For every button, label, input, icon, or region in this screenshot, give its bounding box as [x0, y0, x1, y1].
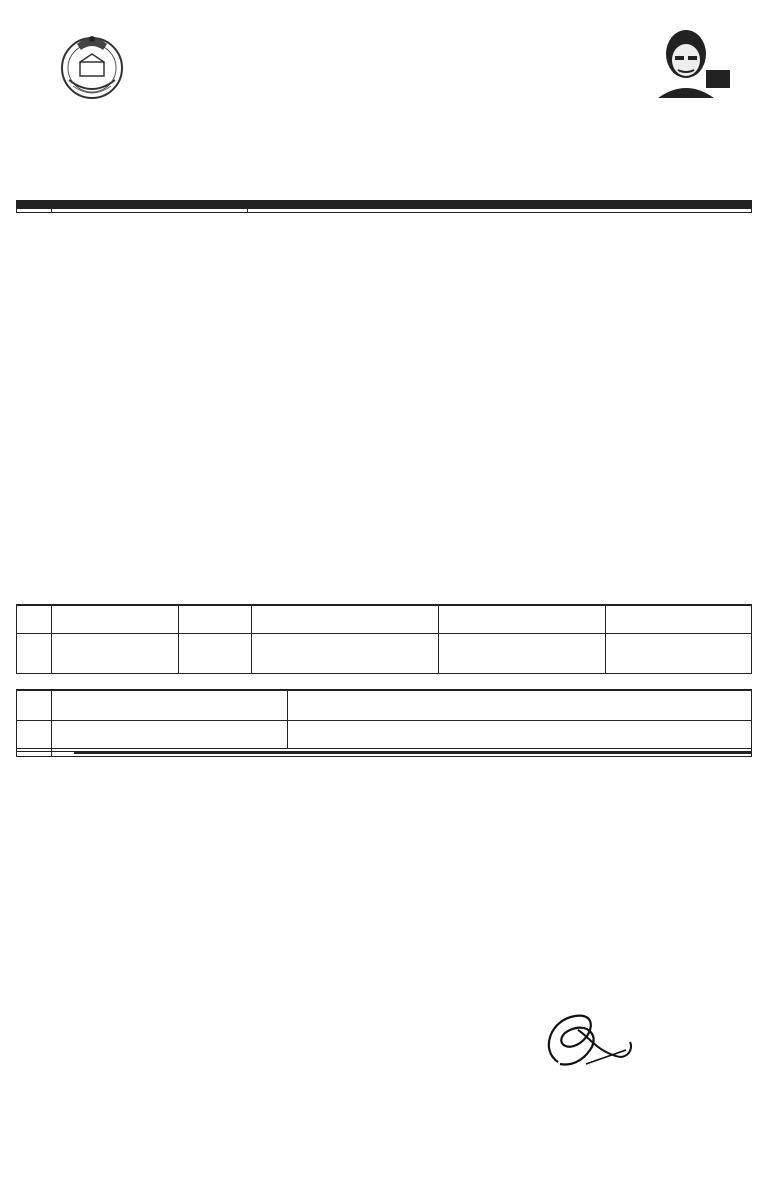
- contact-details-value: [288, 721, 752, 749]
- goods-item-name: [52, 634, 179, 674]
- goods-table: [16, 604, 752, 674]
- goods-header-quantity: [179, 606, 252, 634]
- goods-header-name: [52, 606, 179, 634]
- goods-header-completion: [606, 606, 752, 634]
- bangladesh-police-emblem-icon: [55, 28, 129, 102]
- row-number: [17, 691, 52, 721]
- handwritten-signature-icon: [530, 1010, 690, 1070]
- official-address-value: [288, 691, 752, 721]
- goods-header-item-no: [17, 606, 52, 634]
- goods-item-price: [252, 634, 439, 674]
- row-number: [17, 209, 52, 213]
- procuring-entity-table: [16, 689, 752, 757]
- mujib-100-logo-icon: [648, 20, 758, 100]
- row-label: [52, 721, 288, 749]
- row-number: [17, 721, 52, 749]
- row-label: [52, 691, 288, 721]
- goods-item-security: [439, 634, 606, 674]
- special-instructions-list: [74, 752, 751, 754]
- row-label: [52, 209, 248, 213]
- goods-header-price: [252, 606, 439, 634]
- goods-header-security: [439, 606, 606, 634]
- row-number: [17, 752, 52, 757]
- goods-item-no: [17, 634, 52, 674]
- eligibility-value: [248, 209, 752, 213]
- special-instructions-cell: [52, 752, 752, 757]
- tender-details-table: [16, 200, 752, 213]
- goods-item-quantity: [179, 634, 252, 674]
- goods-item-completion: [606, 634, 752, 674]
